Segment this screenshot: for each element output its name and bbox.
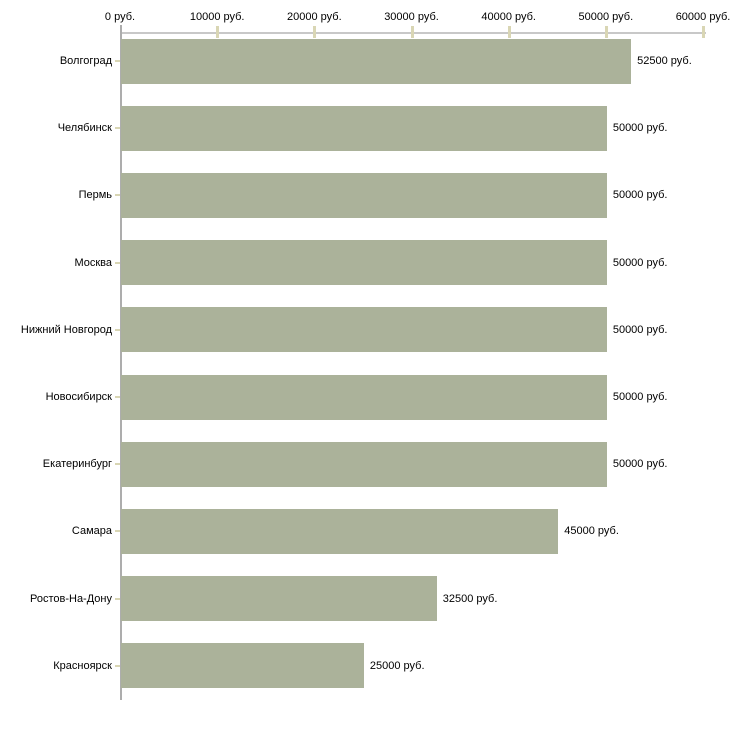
category-label: Москва: [74, 256, 112, 269]
bar-6: [121, 375, 607, 420]
category-label: Волгоград: [59, 55, 112, 67]
bar-4: [121, 240, 607, 285]
bar-3: [121, 173, 607, 218]
bar-9: [121, 576, 437, 621]
x-axis-tick: [411, 26, 414, 38]
value-label: 32500 руб.: [442, 592, 498, 605]
category-axis-tick: [115, 60, 120, 62]
x-axis-tick: [605, 26, 608, 38]
category-label: Ростов-На-Дону: [29, 592, 112, 605]
category-axis-tick: [115, 530, 120, 532]
value-label: 50000 руб.: [612, 458, 668, 471]
x-axis-tick: [313, 26, 316, 38]
bar-7: [121, 442, 607, 487]
x-axis-tick: [702, 26, 705, 38]
category-axis-tick: [115, 463, 120, 465]
category-axis-tick: [115, 598, 120, 600]
category-axis-tick: [115, 665, 120, 667]
x-axis-tick-label: 30000 руб.: [384, 11, 439, 23]
value-label: 52500 руб.: [637, 55, 692, 67]
category-axis-tick: [115, 262, 120, 264]
x-axis-tick: [216, 26, 219, 38]
category-label: Пермь: [78, 189, 112, 202]
bar-10: [121, 643, 364, 688]
category-label: Нижний Новгород: [20, 323, 112, 336]
bar-5: [121, 307, 607, 352]
value-label: 45000 руб.: [564, 525, 619, 538]
category-axis-tick: [115, 396, 120, 398]
value-label: 50000 руб.: [612, 323, 668, 336]
value-label: 50000 руб.: [612, 256, 668, 269]
x-axis-tick: [508, 26, 511, 38]
category-label: Красноярск: [53, 659, 112, 672]
x-axis-tick-label: 20000 руб.: [287, 11, 342, 23]
category-axis-tick: [115, 127, 120, 129]
bar-1: [121, 39, 631, 84]
category-label: Самара: [71, 525, 112, 538]
bar-8: [121, 509, 558, 554]
value-label: 50000 руб.: [612, 189, 668, 202]
category-label: Екатеринбург: [42, 458, 112, 471]
value-label: 50000 руб.: [612, 391, 668, 403]
value-label: 25000 руб.: [369, 659, 425, 672]
category-axis-tick: [115, 194, 120, 196]
value-label: 50000 руб.: [612, 122, 668, 135]
x-axis-tick-label: 10000 руб.: [189, 11, 245, 23]
x-axis-tick-label: 50000 руб.: [578, 11, 634, 23]
x-axis-tick-label: 60000 руб.: [675, 11, 730, 23]
x-axis-tick-label: 40000 руб.: [481, 11, 536, 23]
bar-2: [121, 106, 607, 151]
category-label: Челябинск: [57, 122, 112, 135]
x-axis-tick-label: 0 руб.: [104, 11, 136, 23]
category-label: Новосибирск: [45, 391, 112, 403]
category-axis-tick: [115, 329, 120, 331]
